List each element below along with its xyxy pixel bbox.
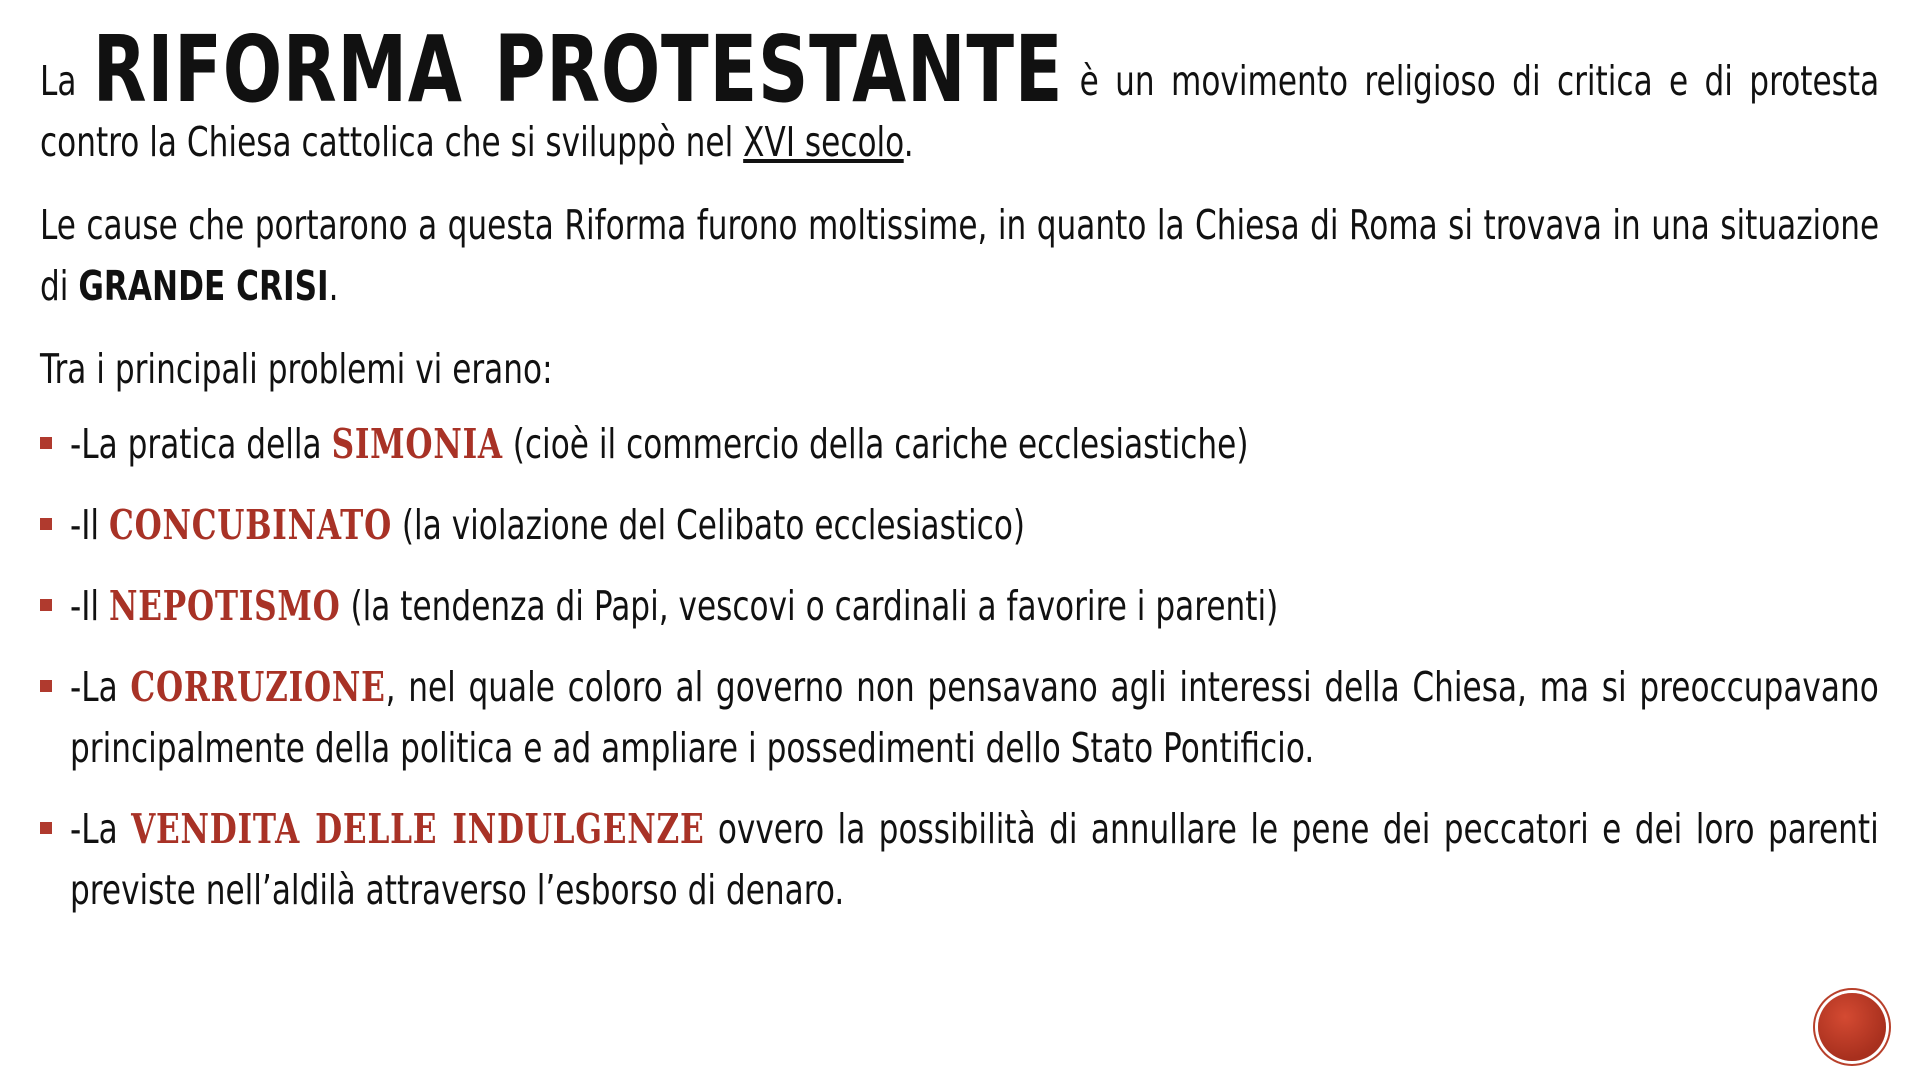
list-item [40,576,1880,637]
item-term: VENDITA DELLE INDULGENZE [131,805,705,853]
list-item-text [70,799,1879,921]
list-item [40,657,1880,779]
bullet-square-icon [40,518,52,530]
bullet-square-icon [40,437,52,449]
item-desc: (la tendenza di Papi, vescovi o cardinali a favorire i parenti) [350,582,1279,630]
list-item-text [70,495,1879,556]
item-desc: ovvero la possibilità di annullare le pene dei peccatori e dei loro parenti previste nell’aldilà attraverso l’esborso di denaro. [70,805,1879,914]
slide-corner-circle-icon [1818,993,1886,1061]
intro-paragraph [40,16,1880,173]
list-item [40,414,1880,475]
problems-intro [40,339,1879,400]
causes-paragraph [40,195,1879,317]
bullet-square-icon [40,680,52,692]
problems-intro-text: Tra i principali problemi vi erano: [40,345,553,393]
item-desc: (la violazione del Celibato ecclesiastico) [401,501,1026,549]
item-term: CORRUZIONE [130,663,386,711]
causes-end: . [328,262,339,310]
list-item [40,799,1880,921]
item-desc: (cioè il commercio della cariche ecclesiastiche) [512,420,1249,468]
item-term: NEPOTISMO [109,582,341,630]
item-prefix: -Il [70,501,100,549]
item-prefix: -La [70,663,118,711]
item-desc: , nel quale coloro al governo non pensavano agli interessi della Chiesa, ma si preoccupavano principalmente della politica e ad ampliare i possedimenti dello Stato Pontificio. [70,663,1879,772]
item-prefix: -La [70,805,118,853]
causes-highlight: GRANDE CRISI [78,262,329,310]
item-prefix: -Il [70,582,100,630]
item-term: SIMONIA [331,420,503,468]
item-term: CONCUBINATO [109,501,392,549]
intro-end: . [903,118,914,166]
intro-text: è un movimento religioso di critica e di protesta contro la Chiesa cattolica che si sviluppò nel [40,57,1880,166]
list-item-text [70,657,1879,779]
slide-content [40,16,1880,941]
bullet-square-icon [40,599,52,611]
slide-title: RIFORMA PROTESTANTE [92,16,1064,123]
problems-list [40,414,1880,921]
item-prefix: -La pratica della [70,420,322,468]
causes-text: Le cause che portarono a questa Riforma furono moltissime, in quanto la Chiesa di Roma si trovava in una situazione di [40,201,1880,310]
century-text: XVI secolo [743,118,904,166]
list-item-text [70,414,1879,475]
list-item [40,495,1880,556]
intro-prefix: La [40,57,77,105]
list-item-text [70,576,1879,637]
bullet-square-icon [40,822,52,834]
